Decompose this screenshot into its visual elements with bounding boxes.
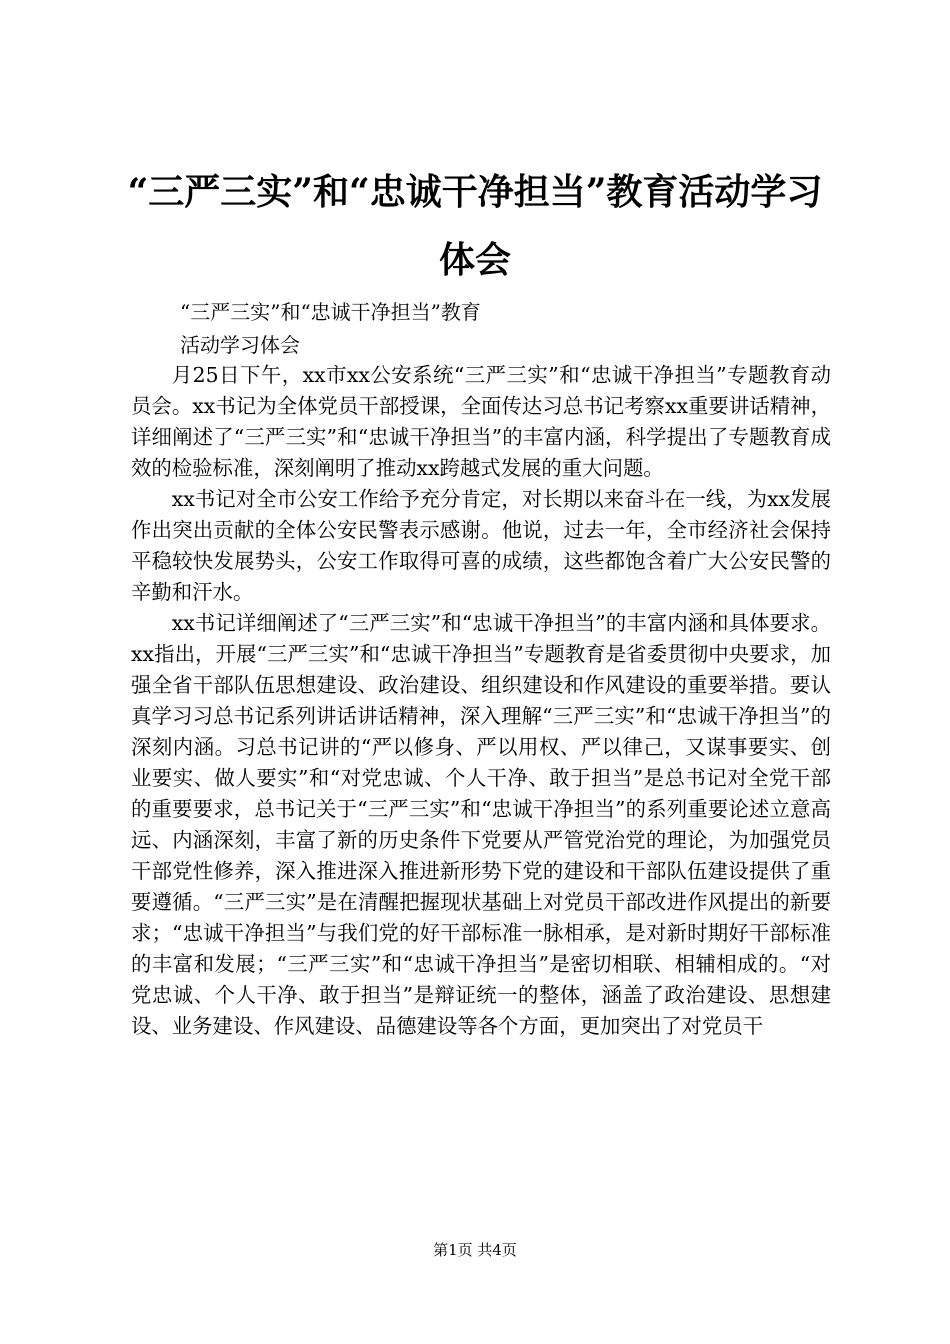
page-footer: 第1页 共4页 bbox=[433, 1241, 517, 1259]
paragraph: xx书记详细阐述了“三严三实”和“忠诚干净担当”的丰富内涵和具体要求。xx指出，开展“三严三实”和“忠诚干净担当”专题教育是省委贯彻中央要求，加强全省干部队伍思想建设、政治建设、组织建设和作风建设的重要举措。要认真学习习总书记系列讲话讲话精神，深入理解“三严三实”和“忠诚干净担当”的深刻内涵。习总书记讲的“严以修身、严以用权、严以律己，又谋事要实、创业要实、做人要实”和“对党忠诚、个人干净、敢于担当”是总书记对全党干部的重要要求，总书记关于“三严三实”和“忠诚干净担当”的系列重要论述立意高远、内涵深刻，丰富了新的历史条件下党要从严管党治党的理论，为加强党员干部党性修养，深入推进深入推进新形势下党的建设和干部队伍建设提供了重要遵循。“三严三实”是在清醒把握现状基础上对党员干部改进作风提出的新要求；“忠诚干净担当”与我们党的好干部标准一脉相承，是对新时期好干部标准的丰富和发展；“三严三实”和“忠诚干净担当”是密切相联、相辅相成的。“对党忠诚、个人干净、敢于担当”是辩证统一的整体，涵盖了政治建设、思想建设、业务建设、作风建设、品德建设等各个方面，更加突出了对党员干 bbox=[131, 611, 831, 1038]
subheading-line-1: “三严三实”和“忠诚干净担当”教育 bbox=[180, 300, 481, 324]
document-title: “三严三实”和“忠诚干净担当”教育活动学习体会 bbox=[127, 171, 823, 281]
subheading-line-2: 活动学习体会 bbox=[180, 333, 300, 357]
paragraph: xx书记对全市公安工作给予充分肯定，对长期以来奋斗在一线，为xx发展作出突出贡献的全体公安民警表示感谢。他说，过去一年，全市经济社会保持平稳较快发展势头，公安工作取得可喜的成绩，这些都饱含着广大公安民警的辛勤和汗水。 bbox=[131, 487, 831, 604]
document-body bbox=[131, 360, 831, 1042]
paragraph: 月25日下午，xx市xx公安系统“三严三实”和“忠诚干净担当”专题教育动员会。xx书记为全体党员干部授课，全面传达习总书记考察xx重要讲话精神，详细阐述了“三严三实”和“忠诚干净担当”的丰富内涵，科学提出了专题教育成效的检验标准，深刻阐明了推动xx跨越式发展的重大问题。 bbox=[131, 363, 831, 480]
